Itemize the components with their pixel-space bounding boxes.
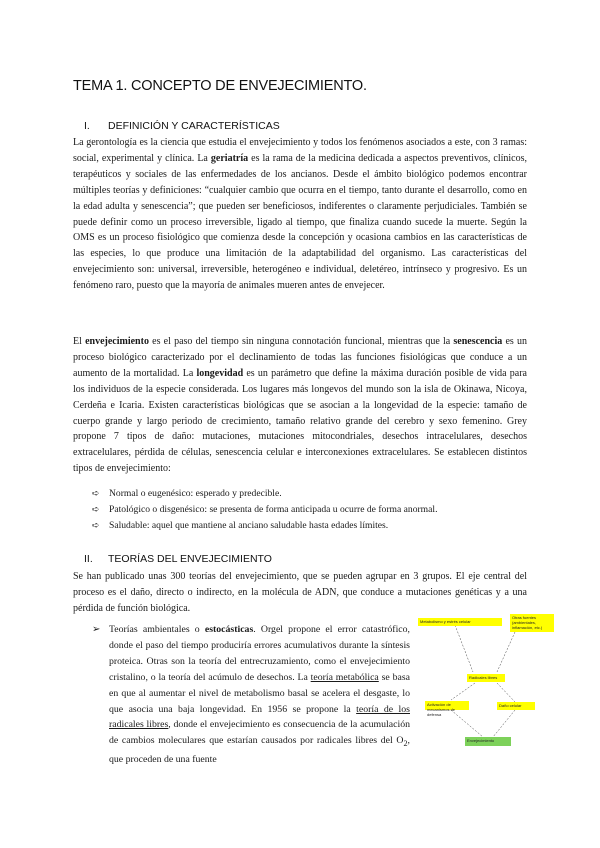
text-run: es un parámetro que define la máxima duración posible de vida para los individuos de la especie considerada. Los lugares más longevos del mundo son la isla de Okinawa, Nicoya, Cerdeña e Icaria. Existen características biológicas que se asocian a la longevidad de la especie: tamaño de cuerpo grande y largo periodo de crecimiento, tamaño relativo grande del cerebro y sexo femenino. Grey propone 7 tipos de daño: mutaciones, mutaciones mitocondriales, desechos intracelulares, desechos extracelulares, pérdida de células, senescencia celular e interconexiones extracelulares. Se establecen distintos tipos de envejecimiento: <box>73 367 527 475</box>
page-title: TEMA 1. CONCEPTO DE ENVEJECIMIENTO. <box>73 78 367 94</box>
text-run: El <box>73 336 86 347</box>
section-2-heading-text: TEORÍAS DEL ENVEJECIMIENTO <box>108 553 272 565</box>
text-run: , donde el envejecimiento es consecuencia de la acumulación de cambios moleculares que estarían causados por radicales libres del O <box>109 719 410 747</box>
term-teoria-radicales-libres: teoría de los radicales libres <box>109 703 410 731</box>
aging-types-list <box>92 486 437 534</box>
term-geriatria: geriatría <box>210 152 249 164</box>
text-run: La gerontología es la ciencia que estudia el envejecimiento y todos los fenómenos asociados a este, con 3 ramas: social, experimental y clínica. La <box>73 137 527 164</box>
text-run: se basa en que al aumentar el nivel de metabolismo basal se acelera el desgaste, lo que asocia una baja longevidad. En 1956 se propone la <box>109 671 410 715</box>
subscript-2: 2 <box>403 739 408 749</box>
text-run: Teorías ambientales o <box>109 624 205 635</box>
term-senescencia: senescencia <box>453 336 503 347</box>
term-envejecimiento: envejecimiento <box>85 336 149 347</box>
text-run: es el paso del tiempo sin ninguna connotación funcional, mientras que la <box>148 336 454 347</box>
list-item <box>92 518 437 534</box>
free-radical-diagram <box>415 606 555 746</box>
term-longevidad: longevidad <box>196 367 244 379</box>
list-item-text: Patológico o disgenésico: se presenta de forma anticipada u ocurre de forma anormal. <box>109 504 438 515</box>
text-run: , que proceden de una fuente <box>109 735 410 766</box>
text-run: es la rama de la medicina dedicada a aspectos preventivos, clínicos, terapéuticos y sociales de las enfermedades de los ancianos. Desde el ámbito biológico podemos encontrar múltiples teorías y definiciones: “cualquier cambio que ocurra en el tiempo, tanto durante el desarrollo, como en la edad adulta y senescencia”; que pueden ser beneficiosos, indiferentes o claramente perjudiciales. También se puede definir como un proceso irreversible, ligado al tiempo, que finaliza cuando sucede la muerte. Según la OMS es un proceso fisiológico que comienza desde la concepción y ocasiona cambios en las características de las especies, lo que produce una limitación de la adaptabilidad del organismo. Las características del envejecimiento son: universal, irreversible, heterogéneo e individual, deletéreo, intrínseco y progresivo. Es un fenómeno raro, puesto que la mayoría de animales mueren antes de envejecer. <box>73 152 527 292</box>
section-1-paragraph-2 <box>73 334 527 477</box>
bullet-arrow-icon: ➪ <box>92 505 100 515</box>
diagram-box-free-radicals: Radicales libres <box>467 674 505 682</box>
stochastic-theories-item <box>92 622 410 768</box>
list-item <box>92 486 437 502</box>
section-2-number: II. <box>84 553 93 565</box>
section-1-heading-text: DEFINICIÓN Y CARACTERÍSTICAS <box>108 120 280 132</box>
section-2-heading <box>84 553 272 565</box>
diagram-box-cell-damage: Daño celular <box>497 702 535 710</box>
section-2-paragraph-1: Se han publicado unas 300 teorías del envejecimiento, que se pueden agrupar en 3 grupos. El eje central del proceso es el daño, directo o indirecto, en la molécula de ADN, que conduce a mutaciones genéticas y a una pérdida de función biológica. <box>73 571 527 614</box>
arrowhead-bullet-icon: ➢ <box>92 624 101 635</box>
bullet-arrow-icon: ➪ <box>92 521 100 531</box>
stochastic-theories-text <box>109 622 410 768</box>
list-item <box>92 502 437 518</box>
section-1-paragraph-1 <box>73 135 527 294</box>
term-teoria-metabolica: teoría metabólica <box>310 671 379 683</box>
diagram-box-other-sources: Otras fuentes (ambientales, inflamación, etc.) <box>510 614 554 632</box>
list-item-text: Normal o eugenésico: esperado y predecible. <box>109 488 282 499</box>
diagram-box-aging: Envejecimiento <box>465 737 511 746</box>
text-run: es un proceso biológico caracterizado por el declinamiento de todas las funciones fisiológicas que conduce a un aumento de la mortalidad. La <box>73 336 527 379</box>
diagram-box-metabolism: Metabolismo y estrés celular <box>418 618 502 626</box>
diagram-box-defense: Activación de mecanismos de defensa <box>425 701 469 710</box>
section-1-heading <box>84 120 280 132</box>
list-item-text: Saludable: aquel que mantiene al anciano saludable hasta edades límites. <box>109 520 389 531</box>
text-run: . Orgel propone el error catastrófico, donde el paso del tiempo produciría errores acumulativos durante la síntesis proteica. Otras son la teoría del entrecruzamiento, como el envejecimiento cristalino, o la teoría del acúmulo de desechos. La <box>109 624 410 683</box>
section-1-number: I. <box>84 120 90 132</box>
bullet-arrow-icon: ➪ <box>92 489 100 499</box>
term-estocasticas: estocásticas <box>204 624 254 635</box>
